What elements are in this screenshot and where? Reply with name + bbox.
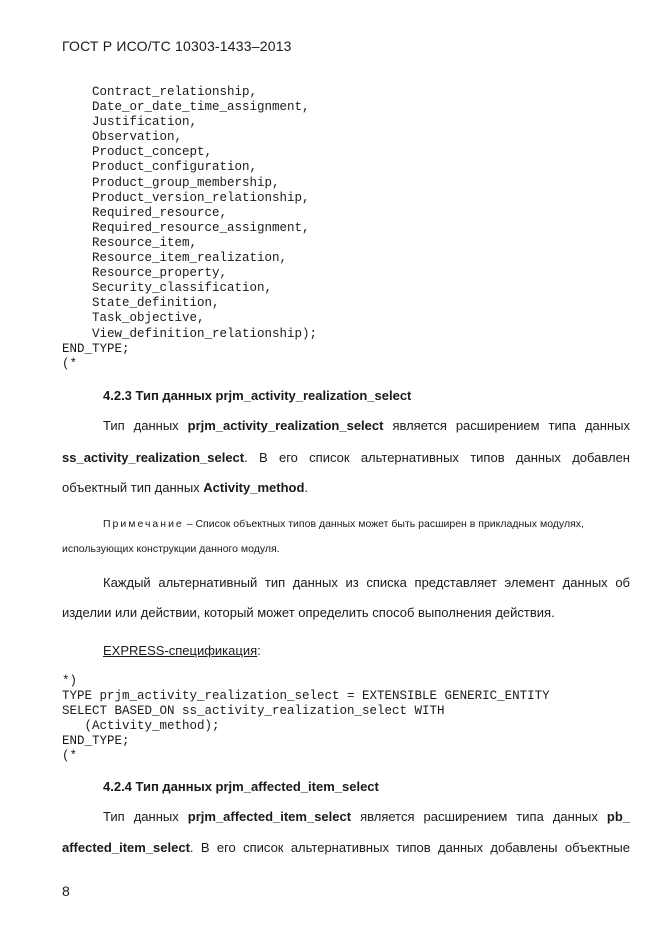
code-line: (* xyxy=(62,356,78,371)
code-line: END_TYPE; xyxy=(62,341,130,356)
code-line: Resource_item_realization, xyxy=(62,251,288,266)
text-run: . В его список альтернативных типов данных добавлен xyxy=(244,450,630,465)
express-code-block-2 xyxy=(62,674,550,765)
code-line: Justification, xyxy=(62,115,198,130)
paragraph-line xyxy=(62,480,308,495)
paragraph-line: изделии или действии, который может определить способ выполнения действия. xyxy=(62,605,555,620)
code-line: (Activity_method); xyxy=(62,719,220,734)
page-number: 8 xyxy=(62,883,70,899)
code-line: *) xyxy=(62,674,78,688)
type-name: prjm_affected_item_select xyxy=(187,809,352,824)
text-run: Тип данных xyxy=(103,418,188,433)
paragraph-line xyxy=(62,450,630,465)
paragraph-line xyxy=(103,809,630,824)
express-code-block-1 xyxy=(62,85,317,372)
code-line: (* xyxy=(62,749,78,764)
paragraph-line: Каждый альтернативный тип данных из списка представляет элемент данных об xyxy=(103,575,630,590)
code-line: Resource_property, xyxy=(62,266,228,281)
text-run: . В его список альтернативных типов данных добавлены объектные xyxy=(189,840,630,855)
code-line: SELECT BASED_ON ss_activity_realization_select WITH xyxy=(62,704,445,719)
code-line: Product_group_membership, xyxy=(62,175,280,190)
text-run: объектный тип данных xyxy=(62,480,204,495)
code-line: Product_version_relationship, xyxy=(62,190,310,205)
code-line: Product_concept, xyxy=(62,145,213,160)
type-name: Activity_method xyxy=(203,480,305,495)
section-heading-4-2-3: 4.2.3 Тип данных prjm_activity_realization_select xyxy=(103,388,412,403)
text-run: является расширением типа данных xyxy=(351,809,607,824)
text-run: является расширением типа данных xyxy=(383,418,630,433)
section-heading-4-2-4: 4.2.4 Тип данных prjm_affected_item_select xyxy=(103,779,379,794)
code-line: Contract_relationship, xyxy=(62,85,258,99)
document-header: ГОСТ Р ИСО/ТС 10303-1433–2013 xyxy=(62,38,292,54)
paragraph-line xyxy=(103,418,630,433)
code-line: END_TYPE; xyxy=(62,734,130,749)
code-line: Product_configuration, xyxy=(62,160,258,175)
code-line: Resource_item, xyxy=(62,235,198,250)
express-spec-label xyxy=(103,643,261,658)
type-name: prjm_activity_realization_select xyxy=(187,418,384,433)
type-name: pb_ xyxy=(606,809,631,824)
note-line: использующих конструкции данного модуля. xyxy=(62,543,280,555)
note-line xyxy=(103,518,584,530)
note-label: Примечание xyxy=(103,518,184,530)
code-line: Required_resource, xyxy=(62,205,228,220)
code-line: View_definition_relationship); xyxy=(62,326,318,341)
type-name: affected_item_select xyxy=(62,840,190,855)
code-line: Task_objective, xyxy=(62,311,205,326)
text-run: Тип данных xyxy=(103,809,188,824)
code-line: Observation, xyxy=(62,130,183,145)
code-line: TYPE prjm_activity_realization_select = EXTENSIBLE GENERIC_ENTITY xyxy=(62,689,550,704)
paragraph-line xyxy=(62,840,630,855)
express-spec-link: EXPRESS-спецификация xyxy=(103,643,258,658)
code-line: Required_resource_assignment, xyxy=(62,220,310,235)
code-line: Date_or_date_time_assignment, xyxy=(62,100,310,115)
code-line: State_definition, xyxy=(62,296,220,311)
text-run: . xyxy=(304,480,309,495)
type-name: ss_activity_realization_select xyxy=(62,450,245,465)
note-text: – Список объектных типов данных может быть расширен в прикладных модулях, xyxy=(183,518,584,530)
code-line: Security_classification, xyxy=(62,281,273,296)
text-run: : xyxy=(257,643,261,658)
